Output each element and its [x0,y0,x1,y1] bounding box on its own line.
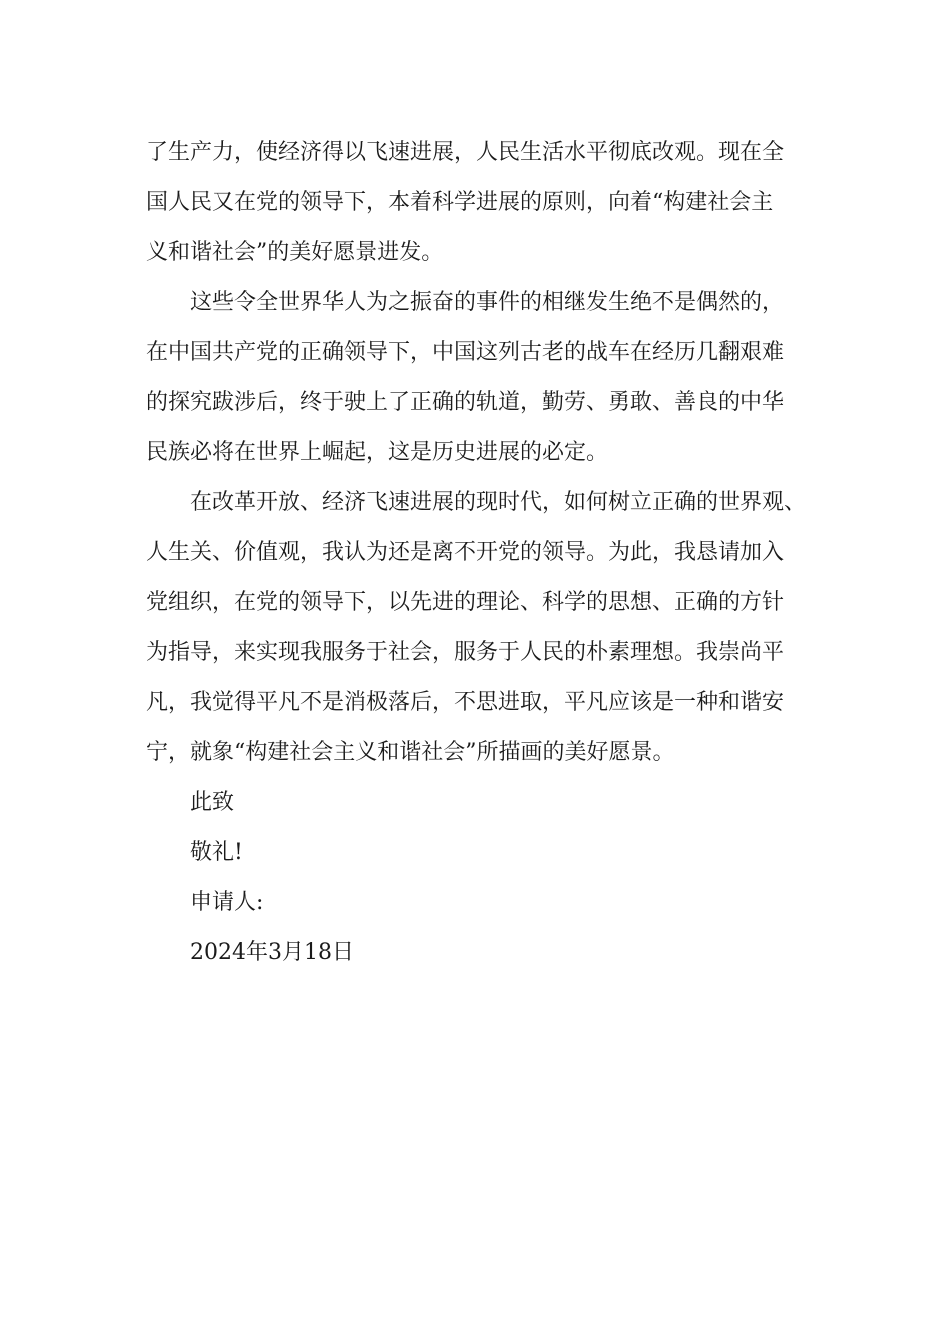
text-line: 这些令全世界华人为之振奋的事件的相继发生绝不是偶然的， [190,290,785,315]
text-line: 在改革开放、经济飞速进展的现时代，如何树立正确的世界观、 [190,490,807,515]
applicant-label: 申请人: [190,890,264,915]
closing-salutation: 此致 [190,790,235,815]
text-line: 义和谐社会”的美好愿景进发。 [146,240,444,265]
letter-body [146,128,836,978]
text-line: 了生产力，使经济得以飞速进展，人民生活水平彻底改观。现在全 [146,140,785,165]
paragraph-continuation [146,128,836,278]
text-line: 党组织，在党的领导下，以先进的理论、科学的思想、正确的方针 [146,590,785,615]
text-line: 宁，就象“构建社会主义和谐社会”所描画的美好愿景。 [146,740,675,765]
text-line: 为指导，来实现我服务于社会，服务于人民的朴素理想。我崇尚平 [146,640,785,665]
text-line: 民族必将在世界上崛起，这是历史进展的必定。 [146,440,609,465]
text-line: 在中国共产党的正确领导下，中国这列古老的战车在经历几翻艰难 [146,340,785,365]
closing-regards: 敬礼! [190,840,243,865]
text-line: 国人民又在党的领导下，本着科学进展的原则，向着“构建社会主 [146,190,774,215]
paragraph-significance [146,278,836,478]
text-line: 凡，我觉得平凡不是消极落后，不思进取，平凡应该是一种和谐安 [146,690,785,715]
paragraph-application [146,478,836,778]
text-line: 的探究跋涉后，终于驶上了正确的轨道，勤劳、勇敢、善良的中华 [146,390,785,415]
text-line: 人生关、价值观，我认为还是离不开党的领导。为此，我恳请加入 [146,540,785,565]
letter-date: 2024年3月18日 [190,940,354,965]
